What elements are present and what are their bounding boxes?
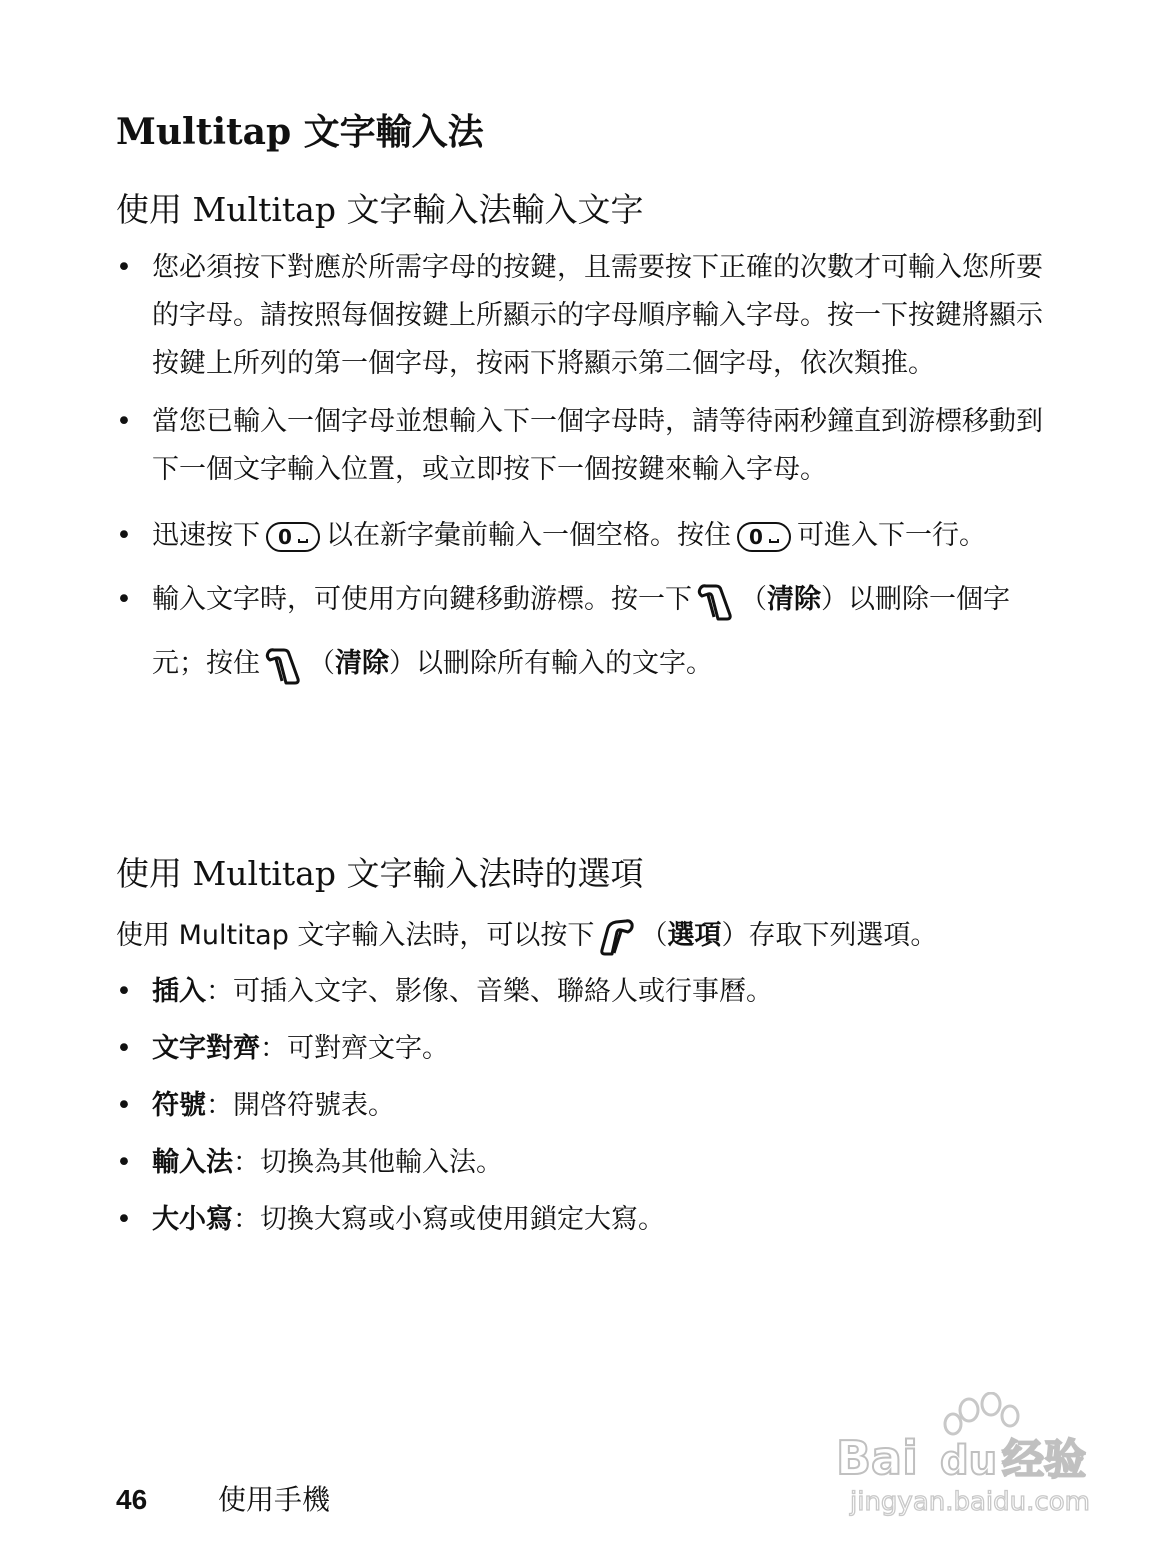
baidu-jingyan-watermark: [836, 1392, 1106, 1522]
list-item: • 您必須按下對應於所需字母的按鍵，且需要按下正確的次數才可輸入您所要的字母。請按照每個按鍵上所顯示的字母順序輸入字母。按一下按鍵將顯示按鍵上所列的第一個字母，按兩下將顯示第二個字母，依次類推。: [116, 244, 1056, 388]
clear-softkey-icon: [694, 579, 738, 623]
options-list: [116, 972, 1056, 1257]
section-heading-options: 使用 Multitap 文字輸入法時的選項: [116, 854, 644, 893]
page-title: Multitap 文字輸入法: [116, 111, 484, 153]
list-item: • 插入：可插入文字、影像、音樂、聯絡人或行事曆。: [116, 972, 1056, 1012]
list-item: • 輸入法：切換為其他輸入法。: [116, 1143, 1056, 1183]
list-item: • 輸入文字時，可使用方向鍵移動游標。按一下 （清除）以刪除一個字元；按住 （清除）以刪除所有輸入的文字。: [116, 568, 1056, 696]
svg-text:du: du: [940, 1438, 998, 1484]
section-heading-input-text: 使用 Multitap 文字輸入法輸入文字: [116, 190, 644, 229]
list-item: • 迅速按下 0 以在新字彙前輸入一個空格。按住 0 可進入下一行。: [116, 504, 1056, 568]
input-instructions-list: [116, 244, 1056, 696]
zero-key-icon: 0: [737, 522, 791, 552]
svg-text:经验: 经验: [1002, 1435, 1087, 1484]
options-intro: 使用 Multitap 文字輸入法時，可以按下 （選項）存取下列選項。: [116, 912, 1116, 960]
list-item: • 大小寫：切換大寫或小寫或使用鎖定大寫。: [116, 1200, 1056, 1240]
zero-key-icon: 0: [266, 522, 320, 552]
svg-text:Bai: Bai: [836, 1431, 918, 1485]
footer-section-title: 使用手機: [218, 1483, 331, 1516]
list-item: • 文字對齊：可對齊文字。: [116, 1029, 1056, 1069]
svg-text:jingyan.baidu.com: jingyan.baidu.com: [850, 1487, 1090, 1517]
list-item: • 當您已輸入一個字母並想輸入下一個字母時，請等待兩秒鐘直到游標移動到下一個文字輸入位置，或立即按下一個按鍵來輸入字母。: [116, 398, 1056, 494]
clear-softkey-icon: [262, 643, 306, 687]
list-item: • 符號：開啓符號表。: [116, 1086, 1056, 1126]
options-softkey-icon: [596, 916, 638, 958]
page-number: 46: [116, 1484, 148, 1515]
